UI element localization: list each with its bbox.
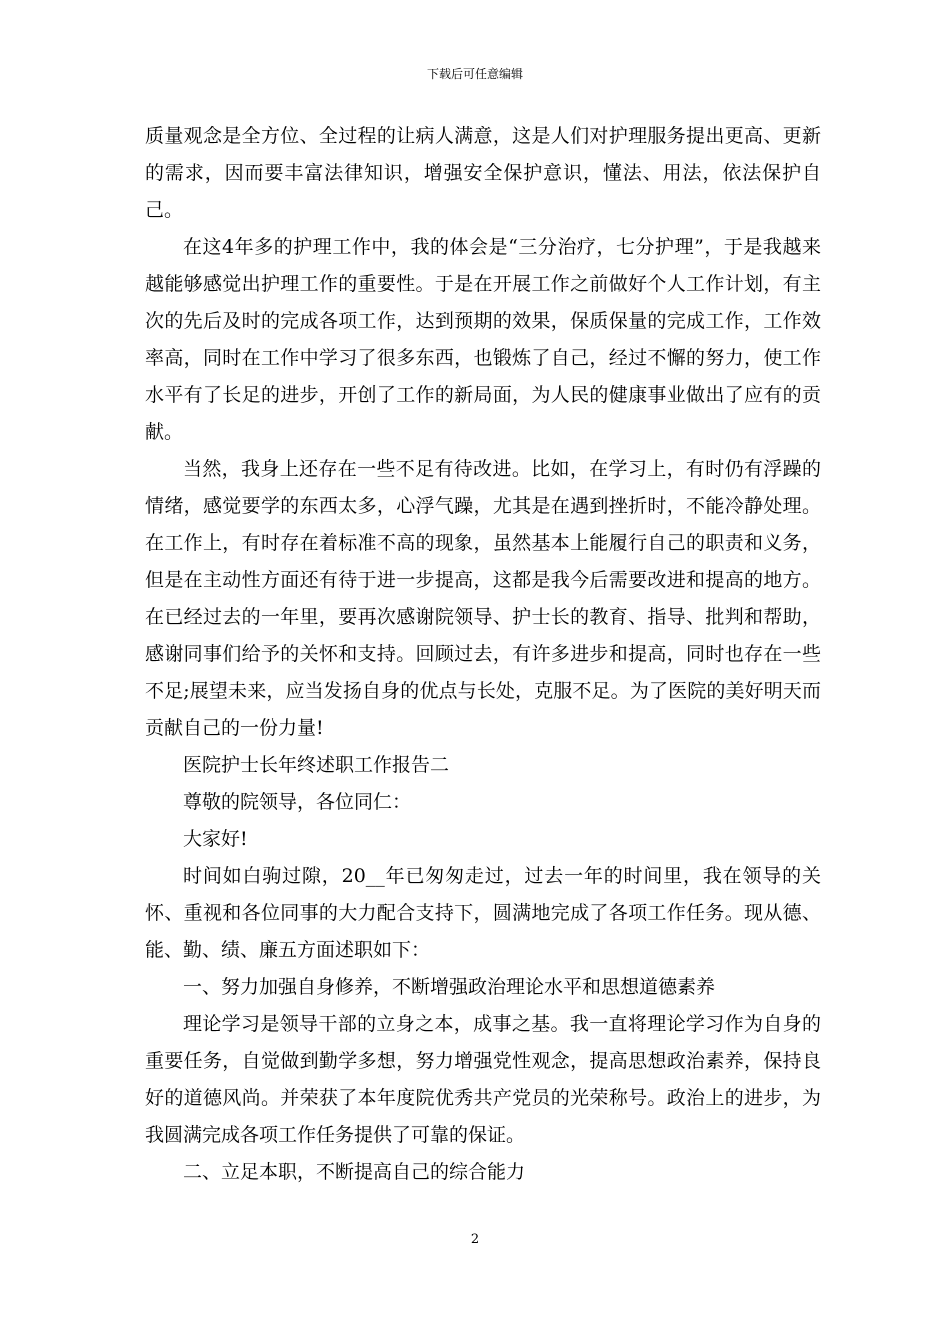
paragraph-2: 在这4年多的护理工作中，我的体会是“三分治疗，七分护理”，于是我越来越能够感觉出护理工作的重要性。于是在开展工作之前做好个人工作计划，有主次的先后及时的完成各项工作，达到预期的效果，保质保量的完成工作，工作效率高，同时在工作中学习了很多东西，也锻炼了自己，经过不懈的努力，使工作水平有了长足的进步，开创了工作的新局面，为人民的健康事业做出了应有的贡献。	[145, 236, 821, 443]
page-header: 下载后可任意编辑	[426, 67, 523, 81]
document-body	[145, 118, 821, 1191]
paragraph-3: 当然，我身上还存在一些不足有待改进。比如，在学习上，有时仍有浮躁的情绪，感觉要学的东西太多，心浮气躁，尤其是在遇到挫折时，不能冷静处理。在工作上，有时存在着标准不高的现象，虽然基本上能履行自己的职责和义务，但是在主动性方面还有待于进一步提高，这都是我今后需要改进和提高的地方。在已经过去的一年里，要再次感谢院领导、护士长的教育、指导、批判和帮助，感谢同事们给予的关怀和支持。回顾过去，有许多进步和提高，同时也存在一些不足;展望未来，应当发扬自身的优点与长处，克服不足。为了医院的美好明天而贡献自己的一份力量!	[145, 458, 821, 739]
heading-section-one: 一、努力加强自身修养，不断增强政治理论水平和思想道德素养	[183, 976, 716, 998]
paragraph-1: 质量观念是全方位、全过程的让病人满意，这是人们对护理服务提出更高、更新的需求，因而要丰富法律知识，增强安全保护意识，懂法、用法，依法保护自己。	[145, 125, 821, 221]
heading-section-two: 二、立足本职，不断提高自己的综合能力	[183, 1161, 526, 1183]
greeting: 大家好!	[183, 828, 248, 850]
salutation: 尊敬的院领导，各位同仁：	[183, 791, 412, 813]
paragraph-intro: 时间如白驹过隙，20__年已匆匆走过，过去一年的时间里，我在领导的关怀、重视和各位同事的大力配合支持下，圆满地完成了各项工作任务。现从德、能、勤、绩、廉五方面述职如下：	[145, 865, 821, 961]
section-title-report-two: 医院护士长年终述职工作报告二	[183, 754, 450, 776]
page-number: 2	[470, 1232, 480, 1247]
paragraph-theory-study: 理论学习是领导干部的立身之本，成事之基。我一直将理论学习作为自身的重要任务，自觉做到勤学多想，努力增强党性观念，提高思想政治素养，保持良好的道德风尚。并荣获了本年度院优秀共产党员的光荣称号。政治上的进步，为我圆满完成各项工作任务提供了可靠的保证。	[145, 1013, 821, 1146]
